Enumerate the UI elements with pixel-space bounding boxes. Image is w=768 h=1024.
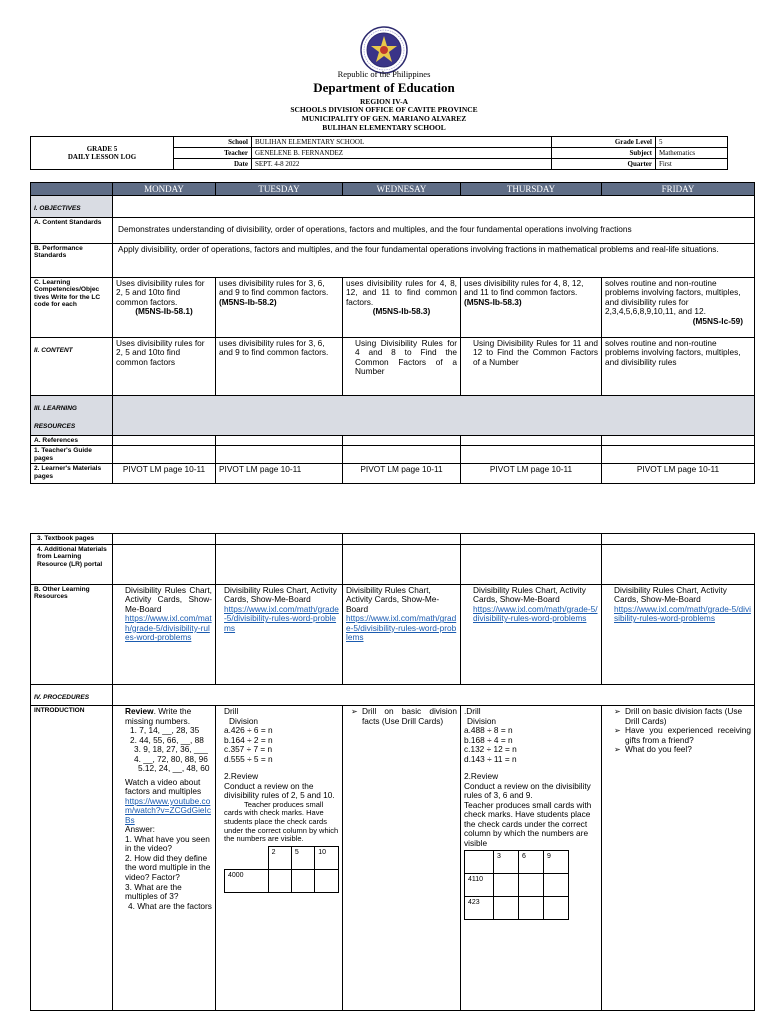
review-heading: 2.Review (224, 771, 259, 782)
grade-label: GRADE 5 (86, 145, 118, 154)
textbook-monday (113, 534, 216, 545)
day-header-wednesday: WEDNESAY (343, 183, 461, 196)
learner-monday: PIVOT LM page 10-11 (113, 464, 216, 484)
learning-resources-band (113, 395, 755, 435)
friday-list: ➢ Drill on basic division facts (Use Drill Cards) ➢ Have you experienced receiving gifts from a friend? ➢ What do you feel? (605, 707, 751, 755)
day-header-friday: FRIDAY (602, 183, 755, 196)
subject-label: Subject (552, 148, 656, 159)
review-text: Conduct a review on the divisibility rules of 2, 5 and 10. (224, 780, 335, 801)
lesson-table-top (30, 182, 755, 484)
teacher-guide-tuesday (216, 446, 343, 464)
textbook-wednesday (343, 534, 461, 545)
references-wednesday (343, 435, 461, 446)
date-value: SEPT. 4-8 2022 (252, 159, 552, 170)
question-item: 1. What have you seen in the video? (125, 833, 210, 854)
review-heading: Review. Write the missing numbers. (125, 705, 192, 726)
question-item: 4. What are the factors (128, 900, 212, 911)
content-thursday: Using Divisibility Rules for 11 and 12 to Find the Common Factors of a Number (461, 337, 602, 395)
drill-heading: .Drill (464, 705, 481, 716)
answer-label: Answer: (125, 824, 155, 835)
content-wednesday: Using Divisibility Rules for 4 and 8 to Find the Common Factors of a Number (343, 337, 461, 395)
intro-wednesday (343, 705, 461, 1010)
other-resources-thursday: Divisibility Rules Chart, Activity Cards, Show-Me-Board https://www.ixl.com/math/grade-5/divisibility-rules-word-problems (461, 584, 602, 684)
missing-number-list: 1. 7, 14, __, 28, 35 2. 44, 55, 66, __, 88 3. 9, 18, 27, 36, ___ 4. __, 72, 80, 88, 96 5.12, 24, __, 48, 60 (130, 725, 210, 774)
procedures-label: IV. PROCEDURES (31, 684, 113, 705)
performance-standards-label: B. Performance Standards (31, 243, 113, 277)
wednesday-list: ➢ Drill on basic division facts (Use Drill Cards) (346, 707, 457, 726)
other-resources-tuesday: Divisibility Rules Chart, Activity Cards, Show-Me-Board https://www.ixl.com/math/grade-5/divisibility-rules-word-problems (216, 584, 343, 684)
teacher-label: Teacher (174, 148, 252, 159)
grade-level-label: Grade Level (552, 137, 656, 148)
division-label: Division (467, 715, 497, 726)
content-monday: Uses divisibility rules for 2, 5 and 10to find common factors (113, 337, 216, 395)
additional-friday (602, 544, 755, 584)
objectives-label: I. OBJECTIVES (31, 196, 113, 217)
divisibility-grid: 2 5 10 4000 (224, 846, 339, 893)
additional-tuesday (216, 544, 343, 584)
competency-wednesday: uses divisibility rules for 4, 8, 12, and 11 to find common factors. (M5NS-Ib-58.3) (343, 277, 461, 337)
additional-wednesday (343, 544, 461, 584)
day-header-blank (31, 183, 113, 196)
learner-tuesday: PIVOT LM page 10-11 (216, 464, 343, 484)
deped-seal-icon (360, 26, 408, 74)
other-resources-wednesday: Divisibility Rules Chart, Activity Cards, Show-Me-Board https://www.ixl.com/math/grade-5/divisibility-rules-word-problems (343, 584, 461, 684)
textbook-tuesday (216, 534, 343, 545)
introduction-label: INTRODUCTION (31, 705, 113, 1010)
content-label: II. CONTENT (31, 337, 113, 395)
school-line: BULIHAN ELEMENTARY SCHOOL (322, 123, 446, 132)
ixl-link[interactable]: https://www.ixl.com/math/grade-5/divisibility-rules-word-problems (346, 613, 457, 643)
learner-wednesday: PIVOT LM page 10-11 (343, 464, 461, 484)
competency-monday: Uses divisibility rules for 2, 5 and 10to find common factors. (M5NS-Ib-58.1) (113, 277, 216, 337)
learner-materials-label: 2. Learner's Materials pages (31, 464, 113, 484)
learning-resources-label: III. LEARNING RESOURCES (31, 395, 113, 435)
ixl-link[interactable]: https://www.ixl.com/math/grade-5/divisibility-rules-word-problems (473, 603, 598, 624)
teacher-guide-wednesday (343, 446, 461, 464)
other-resources-label: B. Other Learning Resources (31, 584, 113, 684)
learner-thursday: PIVOT LM page 10-11 (461, 464, 602, 484)
references-friday (602, 435, 755, 446)
day-header-tuesday: TUESDAY (216, 183, 343, 196)
department-title: Department of Education (313, 80, 455, 95)
region-line: REGION IV-A (360, 97, 408, 106)
other-resources-friday: Divisibility Rules Chart, Activity Cards, Show-Me-Board https://www.ixl.com/math/grade-5/divisibility-rules-word-problems (602, 584, 755, 684)
teacher-guide-friday (602, 446, 755, 464)
content-standards-text: Demonstrates understanding of divisibility, order of operations, factors and multiples, and the four fundamental operations involving fractions (113, 217, 755, 243)
info-table (30, 136, 728, 170)
quarter-value: First (656, 159, 728, 170)
review-heading: 2.Review (464, 771, 499, 782)
references-tuesday (216, 435, 343, 446)
performance-standards-text: Apply divisibility, order of operations, factors and multiples, and the four fundamental operations involving fractions in mathematical problems and real-life situations. (113, 243, 755, 277)
day-header-monday: MONDAY (113, 183, 216, 196)
school-label: School (174, 137, 252, 148)
textbook-friday (602, 534, 755, 545)
division-label: Division (229, 715, 259, 726)
republic-line: Republic of the Philippines (337, 69, 431, 79)
division-line: SCHOOLS DIVISION OFFICE OF CAVITE PROVINCE (290, 105, 478, 114)
textbook-label: 3. Textbook pages (31, 534, 113, 545)
teacher-value: GENELENE B. FERNANDEZ (252, 148, 552, 159)
textbook-thursday (461, 534, 602, 545)
ixl-link[interactable]: https://www.ixl.com/math/grade-5/divisibility-rules-word-problems (224, 603, 339, 633)
lesson-table-bottom (30, 533, 755, 1011)
day-header-thursday: THURSDAY (461, 183, 602, 196)
municipality-line: MUNICIPALITY OF GEN. MARIANO ALVAREZ (301, 114, 467, 123)
grade-cell (31, 137, 174, 170)
teacher-instructions: Teacher produces small cards with check marks. Have students place the check cards under the correct column by which the numbers are visible (464, 799, 592, 848)
teacher-guide-label: 1. Teacher's Guide pages (31, 446, 113, 464)
quarter-label: Quarter (552, 159, 656, 170)
references-monday (113, 435, 216, 446)
teacher-instructions: Teacher produces small cards with check marks. Have students place the check cards under the correct column by which the numbers are visible. (224, 799, 339, 844)
teacher-guide-monday (113, 446, 216, 464)
subject-value: Mathematics (656, 148, 728, 159)
teacher-guide-thursday (461, 446, 602, 464)
additional-monday (113, 544, 216, 584)
ixl-link[interactable]: https://www.ixl.com/math/grade-5/divisibility-rules-word-problems (614, 603, 751, 624)
grade-level-value: 5 (656, 137, 728, 148)
intro-friday (602, 705, 755, 1010)
competencies-label: C. Learning Competencies/Objec tives Write for the LC code for each (31, 277, 113, 337)
divisibility-grid: 3 6 9 4110 423 (464, 850, 569, 920)
ixl-link[interactable]: https://www.ixl.com/math/grade-5/divisibility-rules-word-problems (125, 613, 212, 643)
additional-thursday (461, 544, 602, 584)
additional-materials-label: 4. Additional Materials from Learning Resource (LR) portal (31, 544, 113, 584)
procedures-blank (113, 684, 755, 705)
video-instruction: Watch a video about factors and multiples (125, 776, 202, 797)
content-tuesday: uses divisibility rules for 3, 6, and 9 to find common factors. (216, 337, 343, 395)
drill-heading: Drill (224, 705, 239, 716)
learner-friday: PIVOT LM page 10-11 (602, 464, 755, 484)
objectives-blank (113, 196, 755, 217)
intro-monday (113, 705, 216, 1010)
date-label: Date (174, 159, 252, 170)
references-thursday (461, 435, 602, 446)
competency-friday: solves routine and non-routine problems involving factors, multiples, and divisibility rules for 2,3,4,5,6,8,9,10,11, and 12. (M5NS-Ic-59) (602, 277, 755, 337)
question-item: 3. What are the multiples of 3? (125, 881, 182, 902)
youtube-link[interactable]: https://www.youtube.com/watch?v=ZCGdGieIcBs (125, 795, 211, 825)
competency-tuesday: uses divisibility rules for 3, 6, and 9 to find common factors. (M5NS-Ib-58.2) (216, 277, 343, 337)
content-friday: solves routine and non-routine problems involving factors, multiples, and divisibility rules (602, 337, 755, 395)
content-standards-label: A. Content Standards (31, 217, 113, 243)
references-label: A. References (31, 435, 113, 446)
review-text: Conduct a review on the divisibility rules of 3, 6 and 9. (464, 780, 591, 801)
intro-tuesday: Drill Division a.426 ÷ 6 = n b.164 ÷ 2 = n c.357 ÷ 7 = n d.555 ÷ 5 = n 2.Review Conduct a review on the divisibility rules of 2, 5 and 10. Teacher produces small cards with check marks. Have students place the check cards under the correct column by which the numbers are visible. 2 5 10 4000 (216, 705, 343, 1010)
other-resources-monday: Divisibility Rules Chart, Activity Cards, Show-Me-Board https://www.ixl.com/math/grade-5/divisibility-rules-word-problems (113, 584, 216, 684)
dll-label: DAILY LESSON LOG (67, 153, 137, 162)
question-item: 2. How did they define the word multiple in the video? Factor? (125, 852, 211, 882)
school-value: BULIHAN ELEMENTARY SCHOOL (252, 137, 552, 148)
competency-thursday: uses divisibility rules for 4, 8, 12, and 11 to find common factors. (M5NS-Ib-58.3) (461, 277, 602, 337)
intro-thursday: .Drill Division a.488 ÷ 8 = n b.168 ÷ 4 = n c.132 ÷ 12 = n d.143 ÷ 11 = n 2.Review Conduct a review on the divisibility rules of 3, 6 and 9. Teacher produces small cards with check marks. Have students place the check cards under the correct column by which the numbers are visible 3 6 9 4110 423 (461, 705, 602, 1010)
